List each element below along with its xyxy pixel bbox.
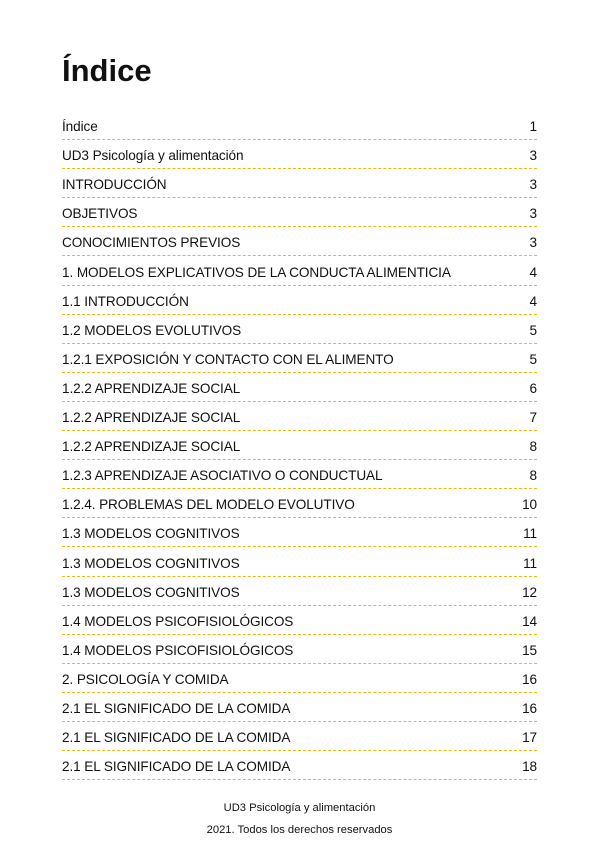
page-footer [0,797,599,841]
toc-entry-label: 1. MODELOS EXPLICATIVOS DE LA CONDUCTA ALIMENTICIA [62,264,451,280]
toc-entry-label: 2.1 EL SIGNIFICADO DE LA COMIDA [62,759,291,775]
toc-entry-page-number: 6 [529,380,537,396]
toc-entry[interactable] [62,577,537,606]
toc-entry-page-number: 3 [529,177,537,193]
toc-entry-label: OBJETIVOS [62,206,138,222]
toc-entry[interactable] [62,518,537,547]
toc-entry-label: 2.1 EL SIGNIFICADO DE LA COMIDA [62,700,291,716]
toc-entry-page-number: 8 [529,439,537,455]
toc-entry[interactable] [62,111,537,140]
toc-entry-page-number: 1 [529,119,537,135]
toc-entry-label: 1.3 MODELOS COGNITIVOS [62,555,240,571]
toc-entry-label: 1.2.1 EXPOSICIÓN Y CONTACTO CON EL ALIMENTO [62,351,394,367]
toc-entry-label: 1.2.2 APRENDIZAJE SOCIAL [62,439,241,455]
toc-entry[interactable] [62,315,537,344]
toc-entry[interactable] [62,460,537,489]
table-of-contents [62,111,537,780]
toc-entry-label: 2.1 EL SIGNIFICADO DE LA COMIDA [62,730,291,746]
toc-entry-page-number: 5 [529,351,537,367]
toc-entry[interactable] [62,751,537,780]
toc-entry[interactable] [62,431,537,460]
toc-entry[interactable] [62,140,537,169]
page-title: Índice [62,53,152,88]
toc-entry-label: INTRODUCCIÓN [62,177,167,193]
toc-entry-label: 1.4 MODELOS PSICOFISIOLÓGICOS [62,613,294,629]
toc-entry[interactable] [62,256,537,285]
toc-entry-page-number: 8 [529,468,537,484]
toc-entry-label: 1.2.2 APRENDIZAJE SOCIAL [62,380,241,396]
toc-entry-page-number: 3 [529,235,537,251]
toc-entry-label: 1.3 MODELOS COGNITIVOS [62,584,240,600]
toc-entry[interactable] [62,373,537,402]
toc-entry[interactable] [62,198,537,227]
toc-entry-page-number: 18 [522,759,537,775]
toc-entry-label: UD3 Psicología y alimentación [62,148,244,164]
toc-entry-page-number: 12 [522,584,537,600]
toc-entry[interactable] [62,169,537,198]
toc-entry[interactable] [62,722,537,751]
toc-entry-page-number: 3 [529,148,537,164]
toc-entry[interactable] [62,693,537,722]
toc-entry-page-number: 7 [529,410,537,426]
footer-course-title: UD3 Psicología y alimentación [223,802,376,814]
toc-entry[interactable] [62,286,537,315]
toc-entry[interactable] [62,547,537,576]
toc-entry-page-number: 4 [529,264,537,280]
toc-entry-label: 1.2 MODELOS EVOLUTIVOS [62,322,242,338]
toc-entry-label: 1.2.4. PROBLEMAS DEL MODELO EVOLUTIVO [62,497,355,513]
toc-entry-label: 1.3 MODELOS COGNITIVOS [62,526,240,542]
toc-entry-label: 1.2.2 APRENDIZAJE SOCIAL [62,410,241,426]
toc-entry[interactable] [62,635,537,664]
toc-entry-label: 1.4 MODELOS PSICOFISIOLÓGICOS [62,642,294,658]
toc-entry[interactable] [62,664,537,693]
toc-entry-label: 2. PSICOLOGÍA Y COMIDA [62,671,229,687]
toc-entry-label: 1.1 INTRODUCCIÓN [62,293,189,309]
toc-entry-page-number: 15 [522,642,537,658]
toc-entry-page-number: 3 [529,206,537,222]
toc-entry-page-number: 14 [522,613,537,629]
toc-entry[interactable] [62,402,537,431]
toc-entry-page-number: 10 [522,497,537,513]
toc-entry-page-number: 16 [522,671,537,687]
toc-entry-label: Índice [62,119,98,135]
toc-entry[interactable] [62,344,537,373]
toc-entry[interactable] [62,489,537,518]
toc-entry-label: 1.2.3 APRENDIZAJE ASOCIATIVO O CONDUCTUAL [62,468,383,484]
footer-copyright: 2021. Todos los derechos reservados [206,824,393,836]
toc-entry[interactable] [62,606,537,635]
toc-entry-label: CONOCIMIENTOS PREVIOS [62,235,241,251]
toc-entry[interactable] [62,227,537,256]
toc-entry-page-number: 4 [529,293,537,309]
toc-entry-page-number: 11 [523,555,537,571]
toc-entry-page-number: 5 [529,322,537,338]
toc-entry-page-number: 17 [522,730,537,746]
toc-entry-page-number: 16 [522,700,537,716]
toc-entry-page-number: 11 [523,526,537,542]
